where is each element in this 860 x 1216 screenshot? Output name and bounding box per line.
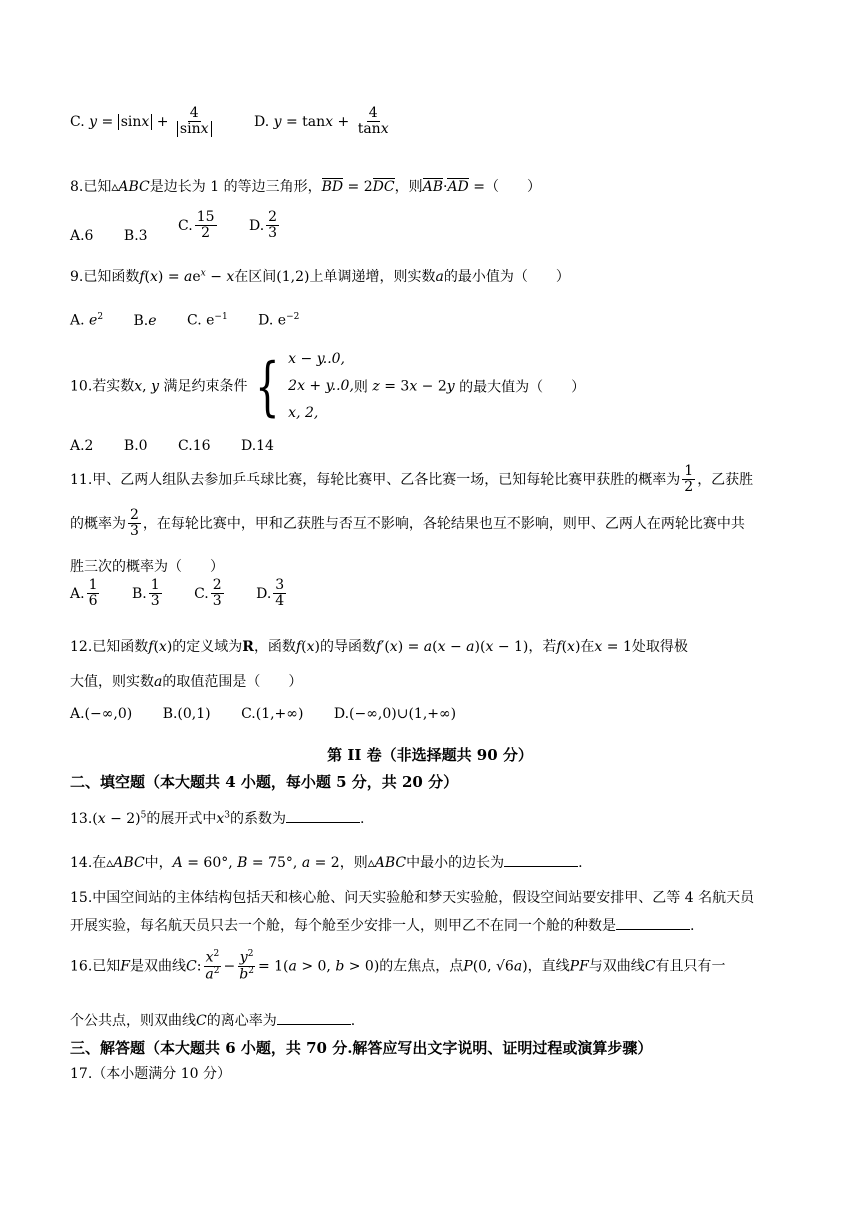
- section-title: 第 II 卷（非选择题共 90 分）: [327, 746, 533, 764]
- q7-option-d: D. y = tanx + $\frac{4}{\tan x}$: [253, 105, 389, 138]
- brace-icon: {: [255, 349, 281, 424]
- q8-option-a: A.6: [70, 227, 94, 244]
- q12-option-d: D.(−∞,0)∪(1,+∞): [333, 706, 457, 722]
- q12-line1: 12.已知函数f(x)的定义域为R，函数f(x)的导函数f′(x) = a(x − a)(x − 1)，若f(x)在x = 1处取得极: [70, 639, 688, 655]
- q11-line1: 11.甲、乙两人组队去参加乒乓球比赛，每轮比赛甲、乙各比赛一场，已知每轮比赛甲获胜的概率为 $\frac{1}{2}$ ，乙获胜: [70, 463, 754, 496]
- q11-option-a: A. $\frac{1}{6}$: [70, 577, 98, 610]
- q7-options: [70, 106, 393, 138]
- q12-option-b: B.(0,1): [162, 706, 211, 722]
- q9-option-d: D. $e^{-2}$: [258, 312, 300, 329]
- q11-option-b: B. $\frac{1}{3}$: [131, 577, 160, 610]
- q15-line2: 开展实验，每名航天员只去一个舱，每个舱至少安排一人，则甲乙不在同一个舱的种数是 .: [70, 918, 695, 934]
- q17-heading: 17.（本小题满分 10 分）: [70, 1066, 231, 1082]
- q16-line2: 个公共点，则双曲线C的离心率为 .: [70, 1013, 356, 1029]
- q10-option-a: A.2: [70, 438, 94, 454]
- q10-option-b: B.0: [123, 438, 148, 454]
- q8-option-b: B.3: [123, 227, 148, 244]
- q10-stem: 10.若实数x, y 满足约束条件 { x − y..0, 2x + y..0, x, 2, 则 z = 3x − 2y 的最大值为（ ）: [70, 346, 585, 427]
- q8-stem: 8.已知▵ABC是边长为 1 的等边三角形，BD = 2DC，则AB·AD =（ ）: [70, 179, 541, 195]
- q8-options: [70, 210, 307, 242]
- q12-options: [70, 706, 482, 722]
- q8-option-d: D. $\frac{2}{3}$: [248, 209, 278, 242]
- q16-line1: 16.已知F是双曲线C: $\frac{x^2}{a^2}$ − $\frac{y^2}{b^2}$ = 1(a > 0, b > 0)的左焦点，点P(0, √6a)，直线PF与双曲线C有且只有一: [70, 949, 726, 983]
- q10-option-d: D.14: [240, 438, 274, 454]
- q14-stem: 14.在▵ABC中，A = 60°, B = 75°, a = 2，则▵ABC中最小的边长为 .: [70, 855, 583, 871]
- answer-blank[interactable]: [286, 810, 360, 823]
- q12-line2: 大值，则实数a的取值范围是（ ）: [70, 674, 303, 690]
- q11-line3: 胜三次的概率为（ ）: [70, 559, 224, 575]
- q11-line2: 的概率为 $\frac{2}{3}$ ，在每轮比赛中，甲和乙获胜与否互不影响，各轮结果也互不影响，则甲、乙两人在两轮比赛中共: [70, 507, 745, 540]
- q10-option-c: C.16: [178, 438, 211, 454]
- q9-option-a: A. $e^2$: [70, 312, 104, 329]
- part3-header: 三、解答题（本大题共 6 小题，共 70 分.解答应写出文字说明、证明过程或演算步骤）: [70, 1039, 653, 1057]
- q9-option-c: C. $e^{-1}$: [187, 312, 228, 329]
- q9-stem: 9.已知函数$f(x) = ae^x - x$在区间(1,2)上单调递增，则实数a的最小值为（ ）: [70, 268, 570, 285]
- part2-header: 二、填空题（本大题共 4 小题，每小题 5 分，共 20 分）: [70, 773, 459, 791]
- q11-option-d: D. $\frac{3}{4}$: [256, 577, 285, 610]
- answer-blank[interactable]: [277, 1012, 351, 1025]
- q7-option-c: C. y = sinx + $\frac{4}{\sin x}$: [70, 106, 216, 138]
- q12-option-c: C.(1,+∞): [241, 706, 304, 722]
- constraint-system: x − y..0, 2x + y..0, x, 2,: [288, 351, 354, 421]
- q10-options: [70, 438, 300, 454]
- q9-option-b: B.e: [133, 312, 157, 329]
- q11-option-c: C. $\frac{2}{3}$: [194, 577, 222, 610]
- answer-blank[interactable]: [616, 917, 690, 930]
- q8-option-c: C. $\frac{15}{2}$: [178, 209, 215, 242]
- q11-options: [70, 578, 314, 610]
- answer-blank[interactable]: [504, 854, 578, 867]
- q12-option-a: A.(−∞,0): [70, 706, 133, 722]
- q9-options: [70, 312, 325, 329]
- q13-stem: $13.(x - 2)^5$的展开式中$x^3$的系数为 .: [70, 810, 365, 827]
- q15-line1: 15.中国空间站的主体结构包括天和核心舱、问天实验舱和梦天实验舱，假设空间站要安排甲、乙等 4 名航天员: [70, 890, 755, 906]
